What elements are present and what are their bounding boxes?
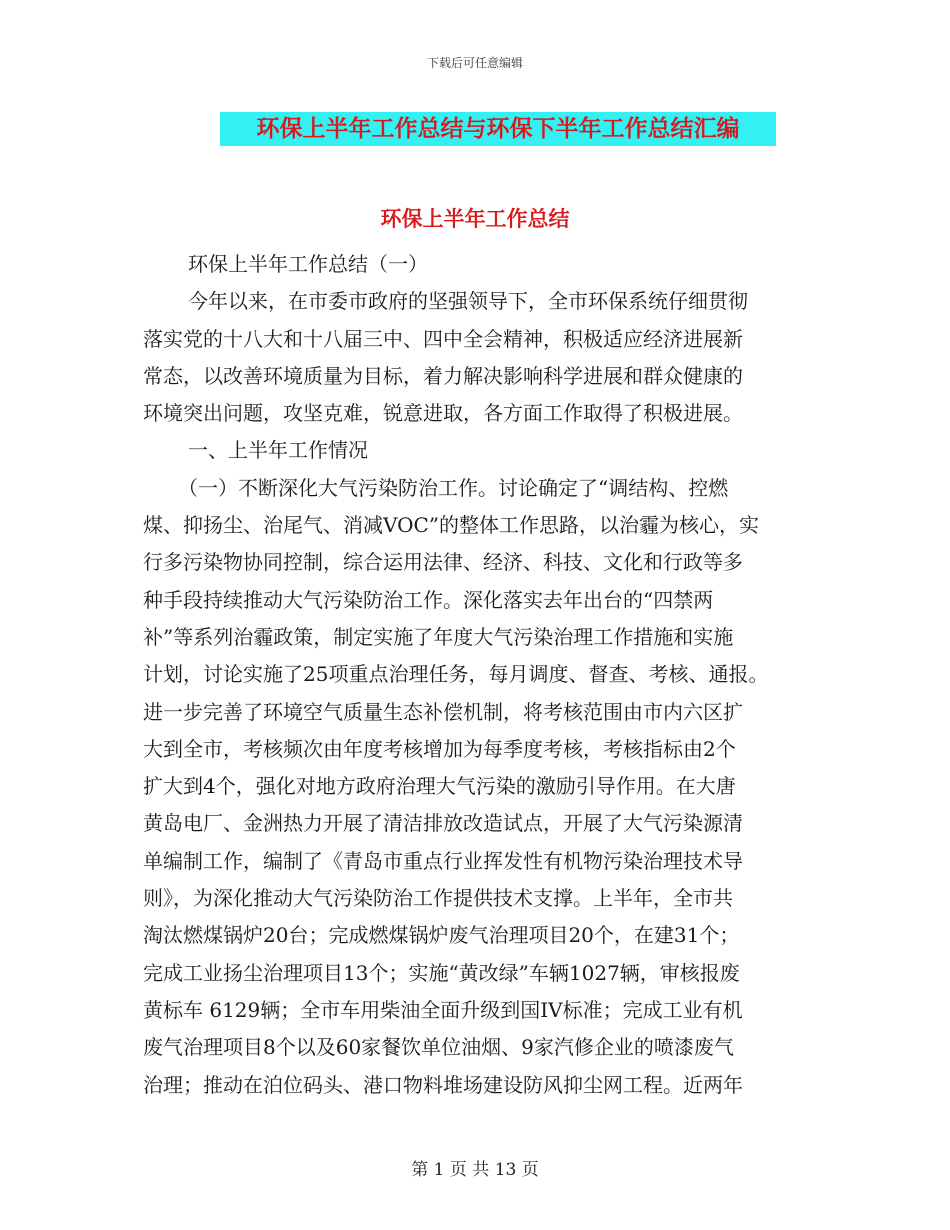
paragraph-line: （一）不断深化大气污染防治工作。讨论确定了“调结构、控燃 [178, 475, 729, 500]
paragraph-heading: 环保上半年工作总结（一） [188, 252, 428, 276]
paragraph-line: 种手段持续推动大气污染防治工作。深化落实去年出台的“四禁两 [143, 587, 714, 612]
paragraph-line: 环境突出问题，攻坚克难，锐意进取，各方面工作取得了积极进展。 [143, 401, 743, 426]
body-text [143, 246, 823, 1104]
paragraph-line: 常态，以改善环境质量为目标，着力解决影响科学进展和群众健康的 [143, 363, 743, 388]
paragraph-line: 煤、抑扬尘、治尾气、消减VOC”的整体工作思路，以治霾为核心，实 [143, 513, 760, 538]
paragraph-line: 黄岛电厂、金洲热力开展了清洁排放改造试点，开展了大气污染源清 [143, 811, 743, 836]
paragraph-line: 进一步完善了环境空气质量生态补偿机制，将考核范围由市内六区扩 [143, 699, 743, 724]
section-heading: 一、上半年工作情况 [188, 438, 368, 463]
paragraph-line: 计划，讨论实施了25项重点治理任务，每月调度、督查、考核、通报。 [143, 662, 769, 687]
paragraph-line: 今年以来，在市委市政府的坚强领导下，全市环保系统仔细贯彻 [188, 289, 748, 314]
section-title: 环保上半年工作总结 [380, 207, 570, 231]
paragraph-line: 废气治理项目8个以及60家餐饮单位油烟、9家汽修企业的喷漆废气 [143, 1035, 734, 1060]
paragraph-line: 大到全市，考核频次由年度考核增加为每季度考核，考核指标由2个 [143, 736, 736, 761]
paragraph-line: 扩大到4个，强化对地方政府治理大气污染的激励引导作用。在大唐 [143, 774, 736, 799]
paragraph-line: 治理；推动在泊位码头、港口物料堆场建设防风抑尘网工程。近两年 [143, 1072, 743, 1097]
paragraph-line: 单编制工作，编制了《青岛市重点行业挥发性有机物污染治理技术导 [143, 848, 743, 873]
paragraph-line: 行多污染物协同控制，综合运用法律、经济、科技、文化和行政等多 [143, 550, 743, 575]
document-title: 环保上半年工作总结与环保下半年工作总结汇编 [220, 112, 776, 146]
paragraph-line: 淘汰燃煤锅炉20台；完成燃煤锅炉废气治理项目20个，在建31个； [143, 923, 740, 948]
paragraph-line: 黄标车 6129辆；全市车用柴油全面升级到国IV标准；完成工业有机 [143, 997, 743, 1022]
page-footer: 第 1 页 共 13 页 [411, 1160, 539, 1180]
header-note: 下载后可任意编辑 [426, 56, 523, 70]
paragraph-line: 完成工业扬尘治理项目13个；实施“黄改绿”车辆1027辆，审核报废 [143, 960, 740, 985]
paragraph-line: 则》，为深化推动大气污染防治工作提供技术支撑。上半年，全市共 [143, 886, 733, 911]
paragraph-line: 补”等系列治霾政策，制定实施了年度大气污染治理工作措施和实施 [143, 624, 734, 649]
paragraph-line: 落实党的十八大和十八届三中、四中全会精神，积极适应经济进展新 [143, 326, 743, 351]
